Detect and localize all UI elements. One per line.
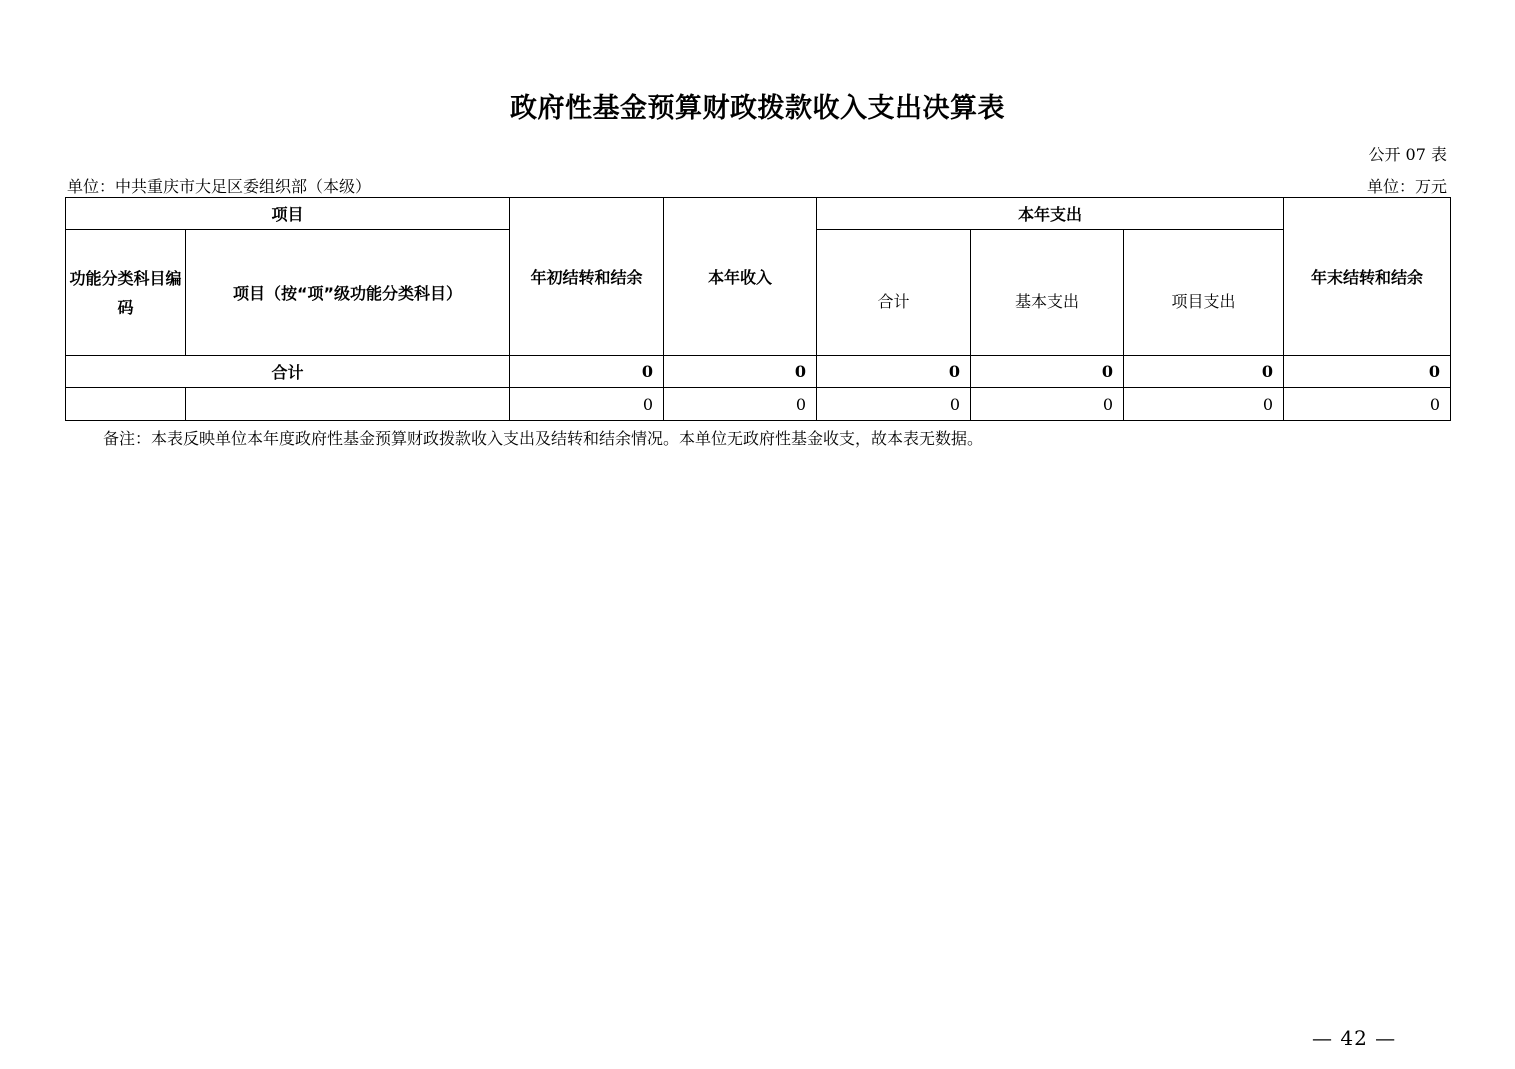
table-row bbox=[66, 388, 1451, 421]
unit-currency: 单位：万元 bbox=[1366, 177, 1447, 196]
header-project-expense: 项目支出 bbox=[1124, 230, 1284, 356]
row-project-name bbox=[186, 388, 510, 421]
row-func-code bbox=[66, 388, 186, 421]
row-year-income: 0 bbox=[664, 388, 817, 421]
row-project-expense: 0 bbox=[1124, 388, 1284, 421]
page-number: — 42 — bbox=[1312, 1026, 1397, 1050]
unit-organization: 单位：中共重庆市大足区委组织部（本级） bbox=[67, 177, 372, 196]
table-total-row bbox=[66, 356, 1451, 388]
total-basic-expense: 0 bbox=[971, 356, 1124, 388]
page-title: 政府性基金预算财政拨款收入支出决算表 bbox=[510, 93, 1005, 124]
header-basic-expense: 基本支出 bbox=[971, 230, 1124, 356]
row-end-balance: 0 bbox=[1284, 388, 1451, 421]
total-project-expense: 0 bbox=[1124, 356, 1284, 388]
total-end-balance: 0 bbox=[1284, 356, 1451, 388]
form-number: 公开 07 表 bbox=[1368, 145, 1447, 164]
row-expense-total: 0 bbox=[817, 388, 971, 421]
row-basic-expense: 0 bbox=[971, 388, 1124, 421]
budget-table bbox=[65, 197, 1451, 421]
total-year-income: 0 bbox=[664, 356, 817, 388]
header-func-code: 功能分类科目编码 bbox=[66, 230, 186, 356]
header-total: 合计 bbox=[817, 230, 971, 356]
total-expense-total: 0 bbox=[817, 356, 971, 388]
header-year-income: 本年收入 bbox=[664, 198, 817, 356]
header-begin-balance: 年初结转和结余 bbox=[510, 198, 664, 356]
header-project-name: 项目（按“项”级功能分类科目） bbox=[186, 230, 510, 356]
header-project: 项目 bbox=[66, 198, 510, 230]
table-note: 备注：本表反映单位本年度政府性基金预算财政拨款收入支出及结转和结余情况。本单位无政府性基金收支，故本表无数据。 bbox=[103, 429, 984, 448]
total-row-label: 合计 bbox=[66, 356, 510, 388]
total-begin-balance: 0 bbox=[510, 356, 664, 388]
header-year-expense: 本年支出 bbox=[817, 198, 1284, 230]
row-begin-balance: 0 bbox=[510, 388, 664, 421]
header-end-balance: 年末结转和结余 bbox=[1284, 198, 1451, 356]
